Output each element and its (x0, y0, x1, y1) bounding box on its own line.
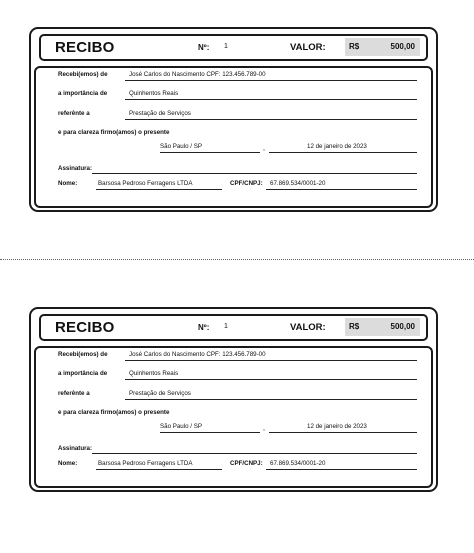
name-label: Nome: (58, 180, 78, 187)
receipt-body (34, 346, 433, 488)
comma-separator: , (263, 425, 265, 432)
reference-line (125, 119, 417, 120)
date-value: 12 de janeiro de 2023 (307, 423, 367, 430)
cpf-label: CPF/CNPJ: (230, 180, 263, 187)
valor-box (345, 38, 420, 56)
cpf-line (266, 469, 417, 470)
received-from-line (125, 80, 417, 81)
cpf-value: 67.869.534/0001-20 (270, 180, 326, 187)
cut-line (0, 259, 474, 260)
valor-box (345, 318, 420, 336)
name-value: Barsosa Pedroso Ferragens LTDA (98, 460, 193, 467)
receipt-title: RECIBO (55, 39, 115, 56)
name-line (96, 469, 222, 470)
amount-words-label: a importância de (58, 370, 108, 377)
city-line (160, 152, 260, 153)
cpf-label: CPF/CNPJ: (230, 460, 263, 467)
amount-value: 500,00 (390, 42, 415, 51)
valor-label: VALOR: (290, 322, 326, 333)
name-line (96, 189, 222, 190)
receipt-header (39, 314, 428, 341)
valor-label: VALOR: (290, 42, 326, 53)
received-from-value: José Carlos do Nascimento CPF: 123.456.789-00 (129, 71, 266, 78)
number-label: Nº: (198, 323, 210, 332)
receipt-top (29, 27, 438, 212)
amount-words-value: Quinhentos Reais (129, 370, 179, 377)
reference-value: Prestação de Serviços (129, 390, 191, 397)
amount-value: 500,00 (390, 322, 415, 331)
city-value: São Paulo / SP (160, 423, 202, 430)
name-value: Barsosa Pedroso Ferragens LTDA (98, 180, 193, 187)
receipt-title: RECIBO (55, 319, 115, 336)
clarity-text: e para clareza firmo(amos) o presente (58, 129, 170, 136)
number-label: Nº: (198, 43, 210, 52)
city-value: São Paulo / SP (160, 143, 202, 150)
cpf-value: 67.869.534/0001-20 (270, 460, 326, 467)
date-line (269, 152, 417, 153)
amount-words-label: a importância de (58, 90, 108, 97)
reference-label: referênte a (58, 110, 90, 117)
city-line (160, 432, 260, 433)
signature-label: Assinatura: (58, 165, 93, 172)
name-label: Nome: (58, 460, 78, 467)
comma-separator: , (263, 145, 265, 152)
number-value: 1 (224, 323, 228, 330)
received-from-value: José Carlos do Nascimento CPF: 123.456.789-00 (129, 351, 266, 358)
amount-words-value: Quinhentos Reais (129, 90, 179, 97)
date-line (269, 432, 417, 433)
receipt-body (34, 66, 433, 208)
reference-line (125, 399, 417, 400)
received-from-line (125, 360, 417, 361)
amount-words-line (125, 379, 417, 380)
received-from-label: Recebi(emos) de (58, 71, 108, 78)
received-from-label: Recebi(emos) de (58, 351, 108, 358)
reference-value: Prestação de Serviços (129, 110, 191, 117)
clarity-text: e para clareza firmo(amos) o presente (58, 409, 170, 416)
signature-label: Assinatura: (58, 445, 93, 452)
receipt-bottom (29, 307, 438, 492)
signature-line (92, 453, 417, 454)
number-value: 1 (224, 43, 228, 50)
currency-symbol: R$ (349, 322, 360, 331)
amount-words-line (125, 99, 417, 100)
cpf-line (266, 189, 417, 190)
receipt-header (39, 34, 428, 61)
currency-symbol: R$ (349, 42, 360, 51)
signature-line (92, 173, 417, 174)
date-value: 12 de janeiro de 2023 (307, 143, 367, 150)
reference-label: referênte a (58, 390, 90, 397)
